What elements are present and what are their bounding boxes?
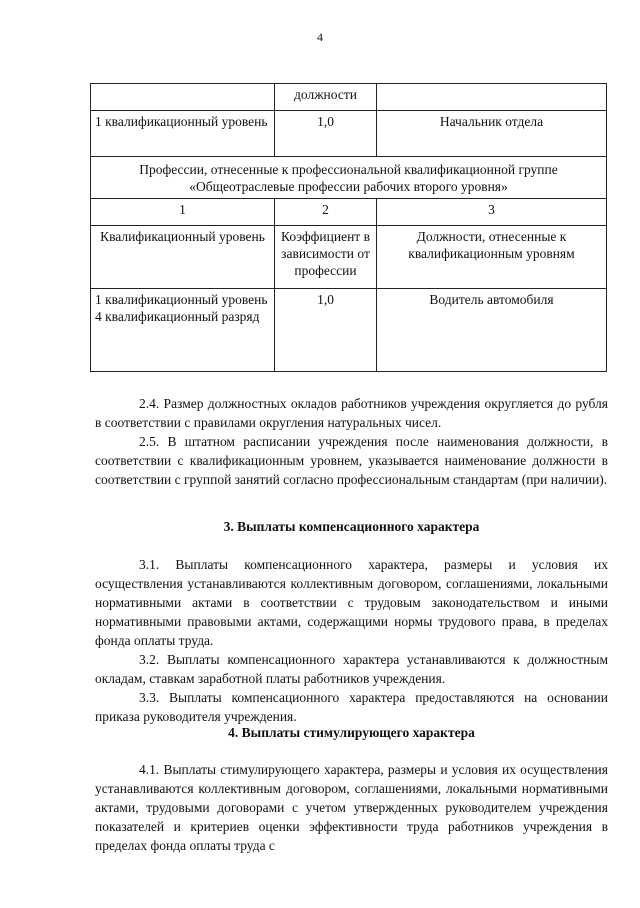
table-cell: [91, 289, 275, 372]
table-cell: Водитель автомобиля: [377, 289, 607, 372]
table-row: [91, 289, 607, 372]
body-text-block-1: [95, 394, 608, 489]
table-cell: должности: [275, 84, 377, 111]
table-row: [91, 199, 607, 226]
group-title-line: Профессии, отнесенные к профессиональной квалификационной группе: [139, 161, 558, 177]
group-title-line: «Общеотраслевые профессии рабочих второго уровня»: [189, 178, 508, 194]
section-3-heading: 3. Выплаты компенсационного характера: [223, 519, 480, 534]
paragraph-3-1: 3.1. Выплаты компенсационного характера, размеры и условия их осуществления устанавливаются коллективным договором, соглашениями, локальными нормативными актами в соответствии с трудовым законодательством и иными нормативными правовыми актами, содержащими нормы трудового права, в пределах фонда оплаты труда.: [95, 557, 608, 648]
grade-text: 4 квалификационный разряд: [95, 309, 260, 324]
table-cell: 1,0: [275, 289, 377, 372]
body-text-block-2: [95, 555, 608, 726]
column-number: 1: [91, 199, 275, 226]
table-row: [91, 111, 607, 157]
table-cell: 1,0: [275, 111, 377, 157]
section-4-heading: 4. Выплаты стимулирующего характера: [228, 725, 475, 740]
paragraph-3-3: 3.3. Выплаты компенсационного характера предоставляются на основании приказа руководителя учреждения.: [95, 690, 608, 724]
group-title-cell: [91, 157, 607, 199]
paragraph-2-4: 2.4. Размер должностных окладов работников учреждения округляется до рубля в соответствии с правилами округления натуральных чисел.: [95, 396, 608, 430]
column-number: 2: [275, 199, 377, 226]
paragraph-4-1: 4.1. Выплаты стимулирующего характера, размеры и условия их осуществления устанавливаются коллективным договором, соглашениями, локальными нормативными актами, трудовыми договорами с учетом утвержденных руководителем учреждения показателей и критериев оценки эффективности труда работников учреждения в пределах фонда оплаты труда с: [95, 762, 608, 853]
table-row: [91, 226, 607, 289]
table-cell: [91, 84, 275, 111]
page-number: 4: [317, 30, 323, 44]
header-cell: Коэффициент в зависимости от профессии: [275, 226, 377, 289]
header-cell: Должности, отнесенные к квалификационным уровням: [377, 226, 607, 289]
table-cell: Начальник отдела: [377, 111, 607, 157]
table-row: [91, 84, 607, 111]
paragraph-2-5: 2.5. В штатном расписании учреждения после наименования должности, в соответствии с квалификационным уровнем, указывается наименование должности в соответствии с группой занятий согласно профессиональным стандартам (при наличии).: [95, 434, 608, 487]
paragraph-3-2: 3.2. Выплаты компенсационного характера устанавливаются к должностным окладам, ставкам заработной платы работников учреждения.: [95, 652, 608, 686]
table-row: [91, 157, 607, 199]
body-text-block-3: [95, 760, 608, 855]
header-cell: Квалификационный уровень: [91, 226, 275, 289]
table-cell: [377, 84, 607, 111]
qualification-table: [90, 83, 607, 372]
table-cell: 1 квалификационный уровень: [91, 111, 275, 157]
column-number: 3: [377, 199, 607, 226]
level-text: 1 квалификационный уровень: [95, 292, 268, 307]
